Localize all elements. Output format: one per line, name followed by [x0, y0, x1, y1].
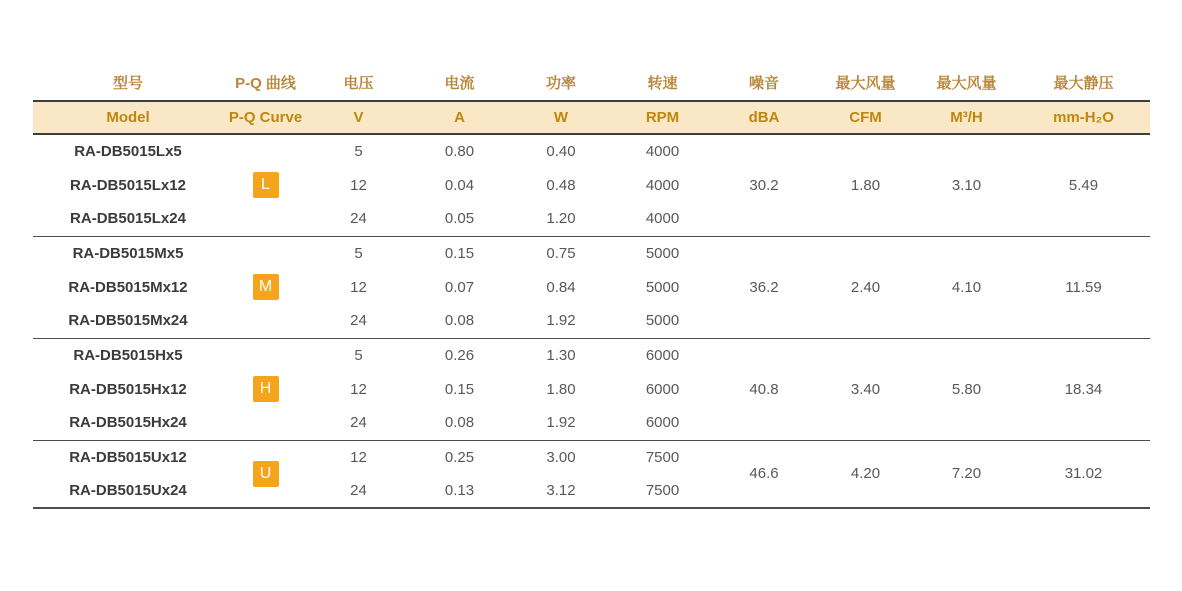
airflow-m3h-value: 7.20	[951, 465, 982, 483]
speed-value: 5000	[645, 312, 680, 330]
power-value: 0.40	[546, 143, 576, 160]
model-name: RA-DB5015Hx12	[69, 380, 187, 398]
speed-value: 6000	[645, 380, 680, 398]
header-row-zh	[33, 65, 1150, 101]
pressure-value: 31.02	[1064, 465, 1103, 483]
current-value: 0.15	[444, 244, 475, 262]
airflow-m3h-value: 4.10	[951, 278, 982, 296]
model-name: RA-DB5015Lx12	[70, 176, 186, 194]
table-row	[33, 338, 1150, 372]
voltage-value: 24	[350, 210, 367, 228]
noise-value: 36.2	[749, 278, 779, 296]
model-name: RA-DB5015Hx24	[69, 414, 187, 432]
current-value: 0.05	[444, 210, 475, 228]
model-name: RA-DB5015Lx5	[74, 143, 182, 160]
current-value: 0.80	[444, 143, 475, 160]
header-zh-power: 功率	[545, 75, 576, 92]
table-row	[33, 134, 1150, 168]
header-en-noise: dBA	[713, 101, 815, 134]
noise-value: 40.8	[749, 380, 779, 398]
pq-curve-cell	[223, 134, 308, 236]
pressure-value: 11.59	[1065, 278, 1102, 296]
table-row	[33, 236, 1150, 270]
voltage-value: 24	[350, 312, 367, 330]
pq-curve-badge: U	[253, 461, 279, 487]
header-zh-pressure: 最大静压	[1053, 75, 1114, 92]
voltage-value: 12	[350, 176, 367, 194]
voltage-value: 24	[350, 414, 367, 432]
current-value: 0.15	[444, 380, 475, 398]
header-en-speed: RPM	[612, 101, 713, 134]
power-value: 1.92	[546, 312, 576, 330]
header-en-pq_curve: P-Q Curve	[223, 101, 308, 134]
voltage-value: 12	[350, 278, 367, 296]
current-value: 0.13	[444, 482, 475, 499]
pq-curve-badge: L	[253, 172, 279, 198]
header-zh-pq_curve: P-Q 曲线	[235, 75, 296, 92]
speed-value: 4000	[645, 143, 680, 160]
current-value: 0.04	[444, 176, 475, 194]
pressure-value: 18.34	[1064, 380, 1103, 398]
airflow-cfm-value: 1.80	[850, 176, 881, 194]
airflow-cfm-value: 4.20	[850, 465, 881, 483]
fan-spec-table	[33, 65, 1150, 509]
model-group-h	[33, 338, 1150, 440]
airflow-m3h-value: 5.80	[951, 380, 982, 398]
pq-curve-badge: H	[253, 376, 279, 402]
model-name: RA-DB5015Lx24	[70, 210, 186, 228]
model-name: RA-DB5015Hx5	[73, 346, 183, 364]
current-value: 0.07	[444, 278, 475, 296]
header-en-model: Model	[33, 101, 223, 134]
model-name: RA-DB5015Ux12	[69, 448, 187, 466]
power-value: 1.92	[546, 414, 576, 432]
airflow-cfm-value: 3.40	[850, 380, 881, 398]
power-value: 0.84	[546, 278, 576, 296]
power-value: 1.30	[546, 346, 576, 364]
pressure-value: 5.49	[1068, 176, 1099, 194]
table-row	[33, 440, 1150, 474]
speed-value: 7500	[645, 482, 680, 499]
voltage-value: 5	[354, 346, 363, 364]
table-header	[33, 65, 1150, 134]
header-zh-speed: 转速	[647, 75, 678, 92]
model-group-u	[33, 440, 1150, 508]
airflow-m3h-value: 3.10	[951, 176, 982, 194]
speed-value: 5000	[645, 244, 680, 262]
speed-value: 6000	[645, 346, 680, 364]
power-value: 1.80	[546, 380, 576, 398]
voltage-value: 12	[350, 448, 367, 466]
power-value: 3.00	[546, 448, 576, 466]
pq-curve-cell	[223, 338, 308, 440]
voltage-value: 12	[350, 380, 367, 398]
voltage-value: 24	[350, 482, 367, 499]
header-en-pressure: mm-H₂O	[1017, 101, 1150, 134]
header-en-current: A	[409, 101, 510, 134]
model-name: RA-DB5015Mx12	[68, 278, 188, 296]
pq-curve-cell	[223, 440, 308, 508]
voltage-value: 5	[354, 143, 363, 160]
header-en-airflow_m3h: M³/H	[916, 101, 1017, 134]
header-zh-airflow_m3h: 最大风量	[936, 75, 997, 92]
pq-curve-cell	[223, 236, 308, 338]
current-value: 0.25	[444, 448, 475, 466]
speed-value: 4000	[645, 176, 680, 194]
pq-curve-badge: M	[253, 274, 279, 300]
model-name: RA-DB5015Mx24	[68, 312, 188, 330]
header-zh-current: 电流	[444, 75, 475, 92]
header-zh-voltage: 电压	[343, 75, 374, 92]
header-en-airflow_cfm: CFM	[815, 101, 916, 134]
speed-value: 4000	[645, 210, 680, 228]
noise-value: 46.6	[749, 465, 779, 483]
model-group-l	[33, 134, 1150, 236]
power-value: 3.12	[546, 482, 576, 499]
current-value: 0.08	[444, 414, 475, 432]
header-zh-model: 型号	[112, 75, 143, 92]
model-name: RA-DB5015Ux24	[69, 482, 187, 499]
header-en-voltage: V	[308, 101, 409, 134]
airflow-cfm-value: 2.40	[850, 278, 881, 296]
power-value: 1.20	[546, 210, 576, 228]
power-value: 0.48	[546, 176, 576, 194]
header-en-power: W	[510, 101, 612, 134]
header-zh-airflow_cfm: 最大风量	[835, 75, 896, 92]
header-zh-noise: 噪音	[748, 75, 779, 92]
voltage-value: 5	[354, 244, 363, 262]
speed-value: 6000	[645, 414, 680, 432]
speed-value: 7500	[645, 448, 680, 466]
header-row-en	[33, 101, 1150, 134]
model-group-m	[33, 236, 1150, 338]
model-name: RA-DB5015Mx5	[72, 244, 184, 262]
speed-value: 5000	[645, 278, 680, 296]
current-value: 0.26	[444, 346, 475, 364]
current-value: 0.08	[444, 312, 475, 330]
noise-value: 30.2	[749, 176, 779, 194]
power-value: 0.75	[546, 244, 576, 262]
